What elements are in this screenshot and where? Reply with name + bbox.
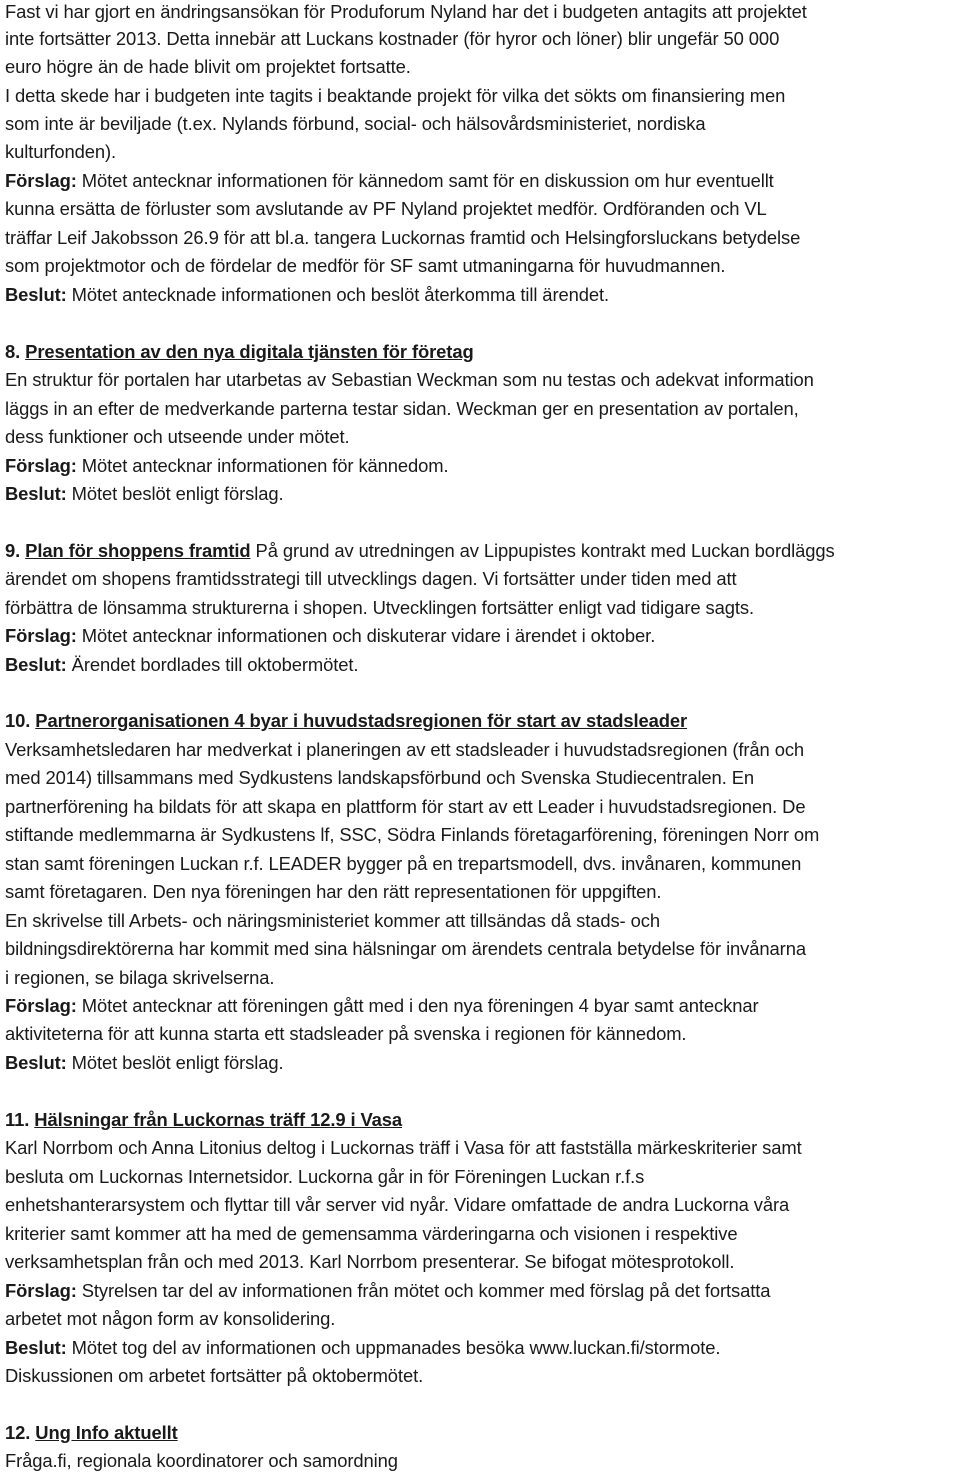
proposal-label: Förslag: [5, 455, 77, 476]
paragraph-line: förbättra de lönsamma strukturerna i shopen. Utvecklingen fortsätter enligt vad tidigare sagts. [5, 597, 754, 618]
paragraph-line: kulturfonden). [5, 141, 117, 162]
decision-label: Beslut: [5, 654, 67, 675]
decision-text: Mötet antecknade informationen och beslöt återkomma till ärendet. [66, 284, 609, 305]
section-number: 9. [5, 540, 21, 561]
section-title: Presentation av den nya digitala tjänsten för företag [25, 341, 474, 362]
proposal-label: Förslag: [5, 625, 77, 646]
decision-label: Beslut: [5, 1052, 67, 1073]
section-number: 11. [5, 1109, 30, 1130]
paragraph-line: aktiviteterna för att kunna starta ett stadsleader på svenska i regionen för kännedom. [5, 1023, 687, 1044]
paragraph-line: partnerförening ha bildats för att skapa en plattform för start av ett Leader i huvudstadsregionen. De [5, 796, 806, 817]
paragraph-line: arbetet mot någon form av konsolidering. [5, 1308, 336, 1329]
proposal-line [5, 169, 774, 193]
decision-text: Mötet beslöt enligt förslag. [66, 1052, 284, 1073]
paragraph-line: dess funktioner och utseende under mötet. [5, 426, 350, 447]
proposal-line [5, 624, 655, 648]
proposal-text: Mötet antecknar informationen för kännedom samt för en diskussion om hur eventuellt [76, 170, 774, 191]
section-heading-11 [5, 1108, 402, 1132]
paragraph-line: läggs in an efter de medverkande parterna testar sidan. Weckman ger en presentation av portalen, [5, 398, 799, 419]
paragraph-line: En skrivelse till Arbets- och näringsministeriet kommer att tillsändas då stads- och [5, 910, 660, 931]
proposal-label: Förslag: [5, 1280, 77, 1301]
paragraph-line: euro högre än de hade blivit om projektet fortsatte. [5, 56, 411, 77]
section-heading-10 [5, 709, 687, 733]
decision-line [5, 482, 284, 506]
paragraph-line: En struktur för portalen har utarbetas av Sebastian Weckman som nu testas och adekvat information [5, 369, 814, 390]
paragraph-line: samt företagaren. Den nya föreningen har den rätt representationen för uppgiften. [5, 881, 662, 902]
decision-text: Mötet beslöt enligt förslag. [66, 483, 284, 504]
proposal-label: Förslag: [5, 170, 77, 191]
decision-label: Beslut: [5, 284, 67, 305]
paragraph-line: ärendet om shopens framtidsstrategi till utvecklings dagen. Vi fortsätter under tiden med att [5, 568, 737, 589]
paragraph-line: verksamhetsplan från och med 2013. Karl Norrbom presenterar. Se bifogat mötesprotokoll. [5, 1251, 735, 1272]
proposal-text: Mötet antecknar informationen för kännedom. [76, 455, 449, 476]
proposal-text: Mötet antecknar informationen och diskuterar vidare i ärendet i oktober. [76, 625, 656, 646]
paragraph-line: inte fortsätter 2013. Detta innebär att Luckans kostnader (för hyror och löner) blir ungefär 50 000 [5, 28, 780, 49]
decision-label: Beslut: [5, 483, 67, 504]
section-number: 10. [5, 710, 31, 731]
section-title: Partnerorganisationen 4 byar i huvudstadsregionen för start av stadsleader [35, 710, 688, 731]
decision-line [5, 1051, 284, 1075]
proposal-line [5, 1279, 770, 1303]
paragraph-line: stiftande medlemmarna är Sydkustens lf, SSC, Södra Finlands företagarförening, föreningen Norr om [5, 824, 820, 845]
paragraph-line: träffar Leif Jakobsson 26.9 för att bl.a. tangera Luckornas framtid och Helsingforsluckans betydelse [5, 227, 801, 248]
section-heading-8 [5, 340, 474, 364]
proposal-line [5, 454, 449, 478]
decision-text: Mötet tog del av informationen och uppmanades besöka www.luckan.fi/stormote. [66, 1337, 721, 1358]
paragraph-line: stan samt föreningen Luckan r.f. LEADER bygger på en trepartsmodell, dvs. invånaren, kommunen [5, 853, 802, 874]
paragraph-line: med 2014) tillsammans med Sydkustens landskapsförbund och Svenska Studiecentralen. En [5, 767, 755, 788]
paragraph-line: Fast vi har gjort en ändringsansökan för Produforum Nyland har det i budgeten antagits att projektet [5, 1, 807, 22]
paragraph-line: kunna ersätta de förluster som avslutande av PF Nyland projektet medför. Ordföranden och VL [5, 198, 767, 219]
paragraph-line: Verksamhetsledaren har medverkat i planeringen av ett stadsleader i huvudstadsregionen (från och [5, 739, 805, 760]
paragraph-line: besluta om Luckornas Internetsidor. Luckorna går in för Föreningen Luckan r.f.s [5, 1166, 645, 1187]
paragraph-line: bildningsdirektörerna har kommit med sina hälsningar om ärendets centrala betydelse för invånarna [5, 938, 806, 959]
proposal-line [5, 994, 759, 1018]
section-title: Plan för shoppens framtid [25, 540, 251, 561]
paragraph-line: Fråga.fi, regionala koordinatorer och samordning [5, 1450, 398, 1471]
paragraph-line: kriterier samt kommer att ha med de gemensamma värderingarna och visionen i respektive [5, 1223, 738, 1244]
decision-label: Beslut: [5, 1337, 67, 1358]
decision-text: Ärendet bordlades till oktobermötet. [66, 654, 359, 675]
section-title: Ung Info aktuellt [35, 1422, 178, 1443]
paragraph-line: I detta skede har i budgeten inte tagits i beaktande projekt för vilka det sökts om finansiering men [5, 85, 786, 106]
proposal-text: Styrelsen tar del av informationen från mötet och kommer med förslag på det fortsatta [76, 1280, 771, 1301]
section-number: 8. [5, 341, 21, 362]
decision-line [5, 283, 609, 307]
section-heading-12 [5, 1421, 178, 1445]
proposal-label: Förslag: [5, 995, 77, 1016]
paragraph-line: Karl Norrbom och Anna Litonius deltog i Luckornas träff i Vasa för att fastställa märkeskriterier samt [5, 1137, 802, 1158]
paragraph-line: i regionen, se bilaga skrivelserna. [5, 967, 275, 988]
paragraph-line: som inte är beviljade (t.ex. Nylands förbund, social- och hälsovårdsministeriet, nordiska [5, 113, 706, 134]
proposal-text: Mötet antecknar att föreningen gått med i den nya föreningen 4 byar samt antecknar [76, 995, 759, 1016]
paragraph-line: Diskussionen om arbetet fortsätter på oktobermötet. [5, 1365, 424, 1386]
decision-line [5, 653, 358, 677]
paragraph-line: som projektmotor och de fördelar de medför för SF samt utmaningarna för huvudmannen. [5, 255, 726, 276]
section-title: Hälsningar från Luckornas träff 12.9 i Vasa [34, 1109, 403, 1130]
section-heading-9 [5, 539, 835, 563]
paragraph-line: enhetshanterarsystem och flyttar till vår server vid nyår. Vidare omfattade de andra Luckorna våra [5, 1194, 790, 1215]
section-text: På grund av utredningen av Lippupistes kontrakt med Luckan bordläggs [250, 540, 835, 561]
section-number: 12. [5, 1422, 31, 1443]
decision-line [5, 1336, 720, 1360]
